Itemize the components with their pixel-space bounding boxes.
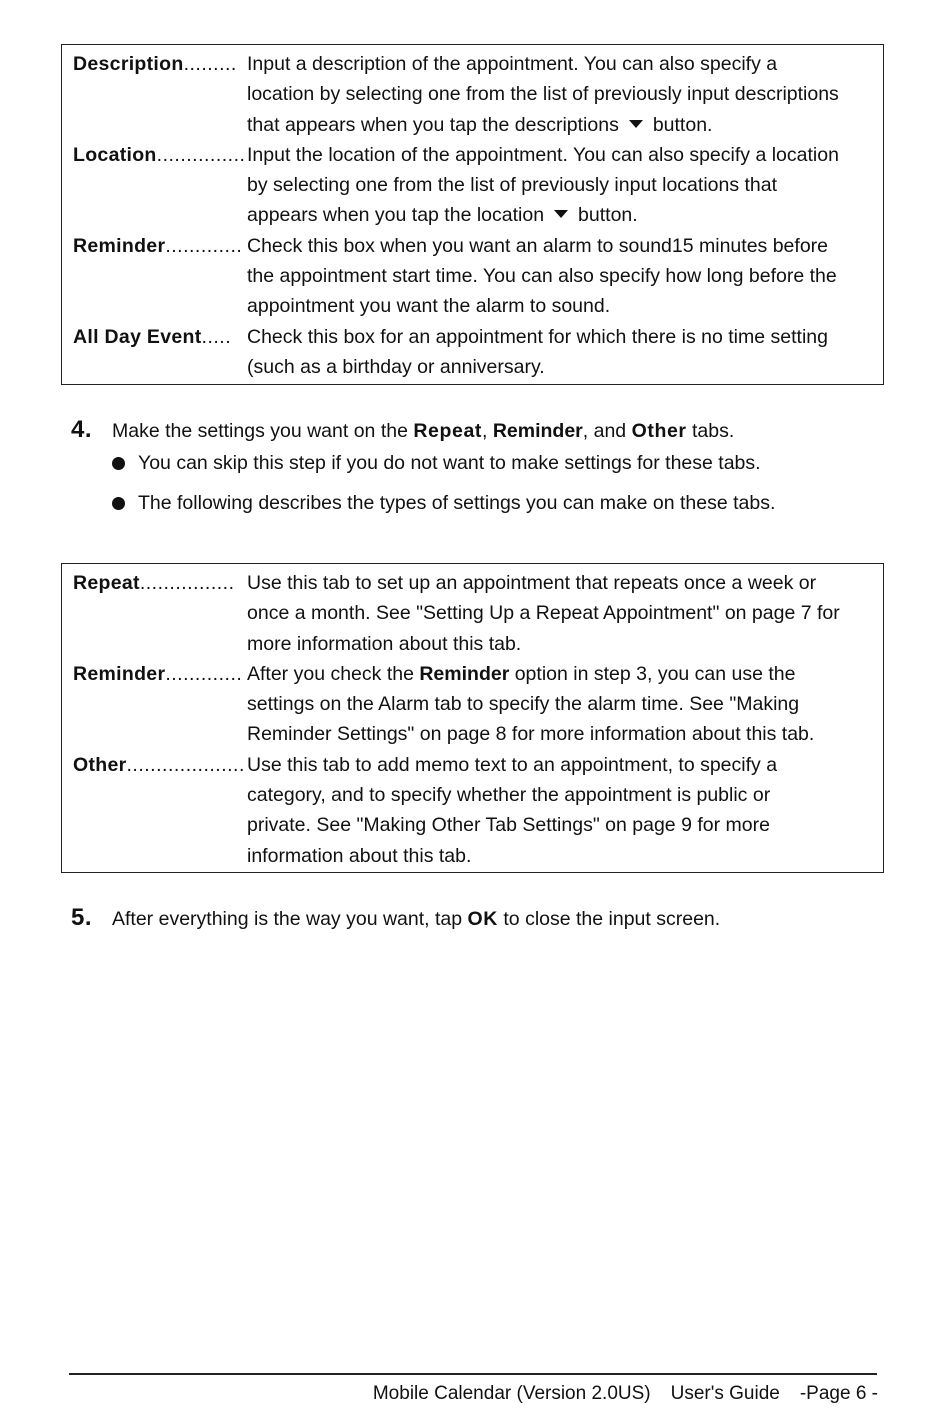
definition-line: information about this tab.	[247, 844, 472, 867]
definition-line: (such as a birthday or anniversary.	[247, 355, 545, 378]
definition-line: more information about this tab.	[247, 632, 522, 655]
definition-text	[247, 568, 873, 659]
bullet-item: The following describes the types of settings you can make on these tabs.	[112, 492, 881, 532]
definition-line: appointment you want the alarm to sound.	[247, 295, 611, 318]
definition-row-reminder	[73, 659, 873, 750]
step-text: After everything is the way you want, tap OK to close the input screen.	[112, 908, 721, 930]
definition-line: that appears when you tap the descriptions button.	[247, 113, 713, 136]
definition-line: once a month. See "Setting Up a Repeat Appointment" on page 7 for	[247, 602, 840, 625]
definition-line: Input the location of the appointment. You can also specify a location	[247, 143, 839, 166]
bullet-icon	[112, 497, 125, 510]
dot-leader: .....	[201, 325, 232, 348]
definition-line: Use this tab to add memo text to an appointment, to specify a	[247, 753, 778, 776]
definition-text	[247, 140, 873, 231]
definition-line: Check this box for an appointment for which there is no time setting	[247, 325, 828, 348]
ok-label: OK	[467, 908, 498, 930]
term-label: Repeat	[73, 572, 140, 594]
definition-row-repeat	[73, 568, 873, 659]
definition-line: Check this box when you want an alarm to sound15 minutes before	[247, 234, 829, 257]
definition-text	[247, 659, 873, 750]
footer-divider	[69, 1373, 877, 1375]
definition-text	[247, 750, 873, 871]
term-label: Location	[73, 143, 157, 166]
term-label: Description	[73, 53, 184, 75]
dot-leader: ....................	[126, 753, 245, 776]
step-5	[71, 904, 881, 932]
definition-row-reminder	[73, 231, 873, 322]
definition-line: by selecting one from the list of previously input locations that	[247, 174, 778, 197]
dropdown-arrow-icon	[623, 115, 649, 133]
definition-row-other	[73, 750, 873, 871]
dropdown-arrow-icon	[548, 205, 574, 223]
definition-text	[247, 231, 873, 322]
field-definitions-table	[61, 44, 884, 385]
definition-line: appears when you tap the location button.	[247, 204, 638, 227]
definition-line: category, and to specify whether the appointment is public or	[247, 784, 771, 807]
dot-leader: .............	[165, 662, 243, 685]
definition-line: Reminder Settings" on page 8 for more information about this tab.	[247, 723, 815, 746]
bullet-list	[112, 452, 881, 532]
dot-leader: .........	[183, 53, 237, 75]
tab-name-repeat: Repeat	[413, 420, 482, 442]
step-text: Make the settings you want on the Repeat, Reminder, and Other tabs.	[112, 420, 735, 442]
bullet-icon	[112, 457, 125, 470]
step-number: 4.	[71, 416, 93, 443]
dot-leader: ...............	[156, 143, 246, 166]
page-footer	[373, 1383, 878, 1405]
tab-name-other: Other	[631, 420, 687, 442]
dot-leader: .............	[165, 234, 243, 257]
term-label: Reminder	[73, 234, 166, 257]
definition-line: the appointment start time. You can also specify how long before the	[247, 265, 837, 288]
term-label: All Day Event	[73, 325, 202, 348]
definition-text	[247, 322, 873, 383]
tab-definitions-table	[61, 563, 884, 873]
dot-leader: ................	[139, 572, 235, 594]
definition-line: location by selecting one from the list of previously input descriptions	[247, 83, 839, 106]
step-number: 5.	[71, 904, 93, 931]
definition-line: private. See "Making Other Tab Settings" on page 9 for more	[247, 814, 770, 837]
definition-row-all-day-event	[73, 322, 873, 383]
definition-row-location	[73, 140, 873, 231]
footer-product: Mobile Calendar (Version 2.0US)	[372, 1383, 651, 1404]
term-label: Other	[73, 753, 127, 776]
definition-text	[247, 49, 873, 140]
definition-line: Use this tab to set up an appointment that repeats once a week or	[247, 572, 817, 594]
definition-line: After you check the Reminder option in step 3, you can use the	[247, 662, 796, 685]
definition-line: settings on the Alarm tab to specify the alarm time. See "Making	[247, 693, 800, 716]
definition-row-description	[73, 49, 873, 140]
step-4	[71, 416, 881, 532]
term-label: Reminder	[73, 662, 166, 685]
footer-page-number: -Page 6 -	[799, 1383, 878, 1404]
footer-guide: User's Guide	[670, 1383, 780, 1404]
definition-line: Input a description of the appointment. You can also specify a	[247, 53, 778, 75]
bullet-item: You can skip this step if you do not want to make settings for these tabs.	[112, 452, 881, 492]
tab-name-reminder: Reminder	[492, 420, 583, 442]
